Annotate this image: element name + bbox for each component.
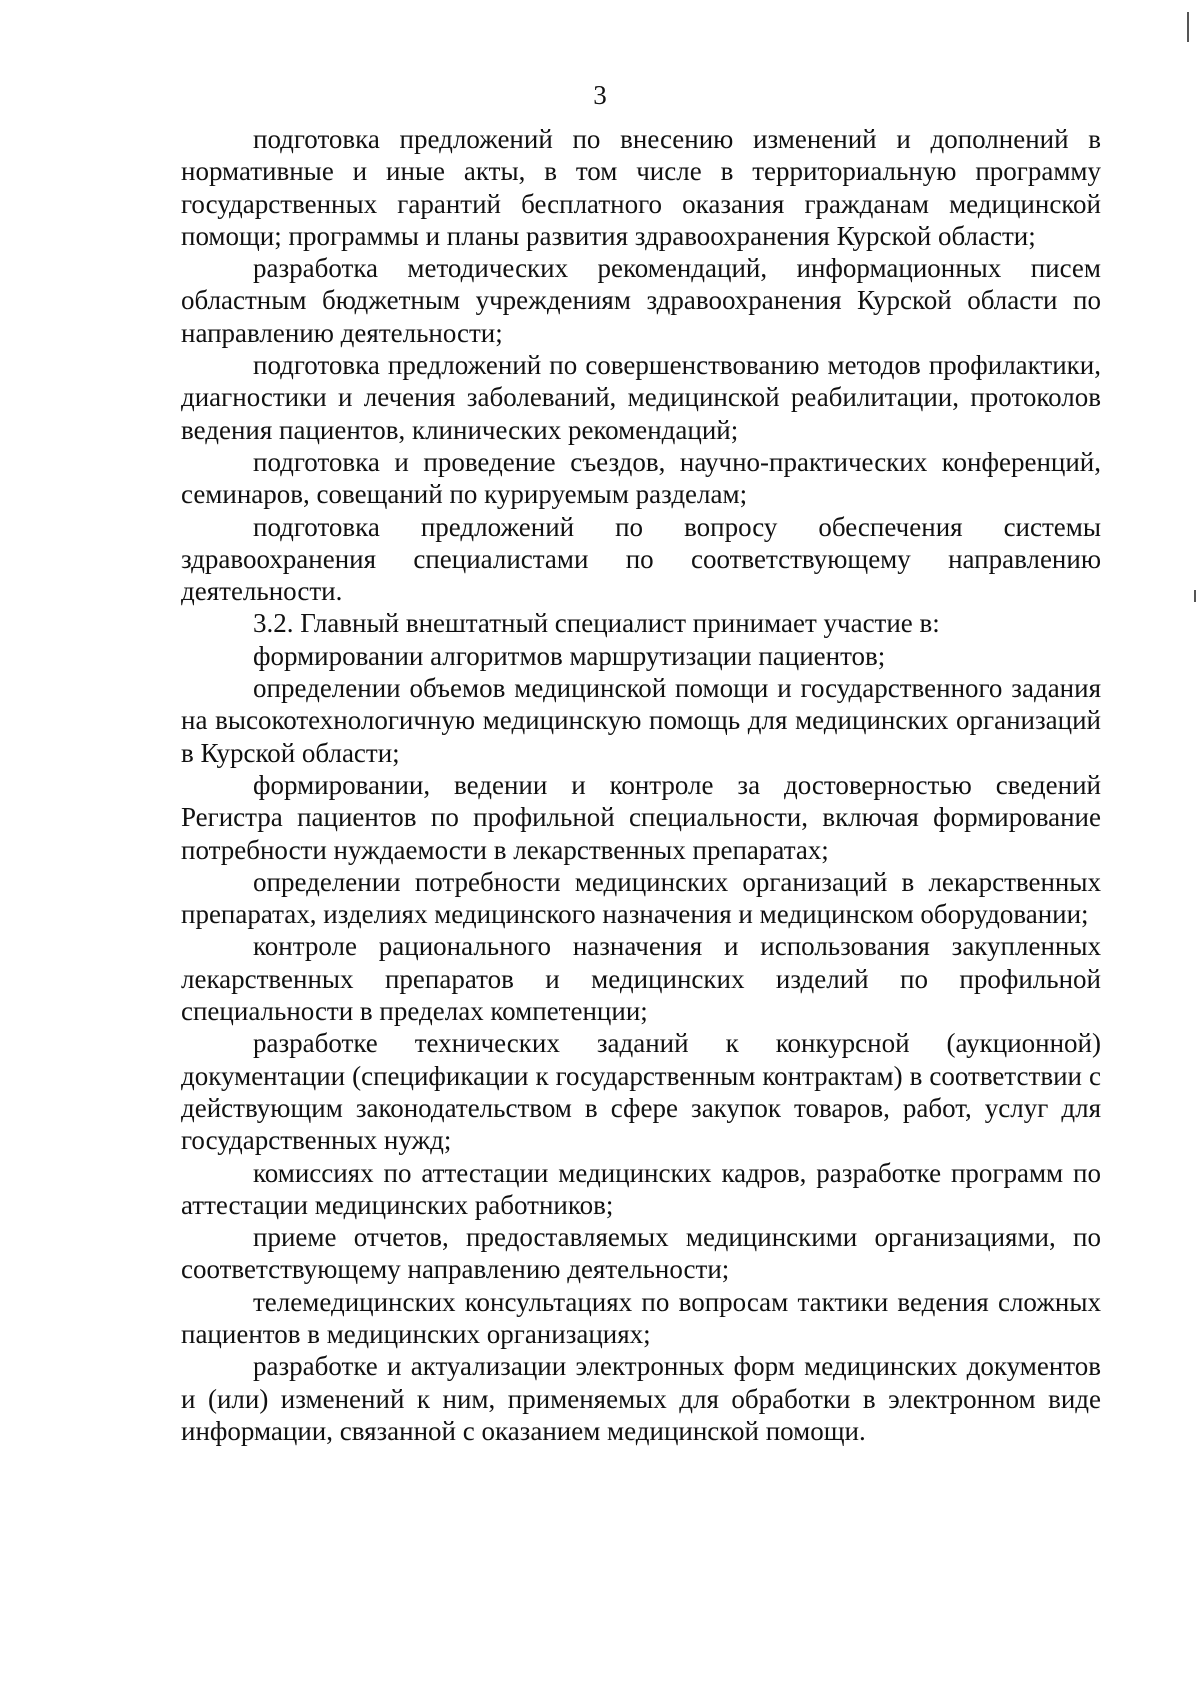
scan-artifact-top-right — [1187, 12, 1189, 42]
paragraph-congresses-conferences: подготовка и проведение съездов, научно-практических конференций, семинаров, совещаний по курируемым разделам; — [181, 446, 1101, 510]
paragraph-electronic-forms: разработке и актуализации электронных форм медицинских документов и (или) изменений к ним, применяемых для обработки в электронном виде информации, связанной с оказанием медицинской помощи. — [181, 1351, 1101, 1446]
paragraph-proposals-normative-acts: подготовка предложений по внесению изменений и дополнений в нормативные и иные акты, в том числе в территориальную программу государственных гарантий бесплатного оказания гражданам медицинской помощи; программы и планы развития здравоохранения Курской области; — [181, 124, 1101, 251]
paragraph-rational-use-control: контроле рационального назначения и использования закупленных лекарственных препаратов и медицинских изделий по профильной специальности в пределах компетенции; — [181, 931, 1101, 1027]
paragraph-technical-specifications: разработке технических заданий к конкурсной (аукционной) документации (спецификации к государственным контрактам) в соответствии с действующим законодательством в сфере закупок товаров, работ, услуг для государственных нужд; — [181, 1028, 1101, 1156]
document-body — [181, 123, 1101, 1447]
paragraph-care-volumes: определении объемов медицинской помощи и государственного задания на высокотехнологичную медицинскую помощь для медицинских организаций в Курской области; — [181, 673, 1101, 768]
paragraph-reports-acceptance: приеме отчетов, предоставляемых медицинскими организациями, по соответствующему направлению деятельности; — [181, 1222, 1101, 1285]
paragraph-prevention-methods: подготовка предложений по совершенствованию методов профилактики, диагностики и лечения заболеваний, медицинской реабилитации, протоколов ведения пациентов, клинических рекомендаций; — [181, 350, 1101, 445]
paragraph-patient-registry: формировании, ведении и контроле за достоверностью сведений Регистра пациентов по профильной специальности, включая формирование потребности нуждаемости в лекарственных препаратах; — [181, 769, 1101, 865]
paragraph-telemedicine: телемедицинских консультациях по вопросам тактики ведения сложных пациентов в медицинских организациях; — [181, 1286, 1101, 1349]
section-3-2-heading: 3.2. Главный внештатный специалист принимает участие в: — [253, 608, 940, 639]
scan-artifact-right-edge — [1194, 590, 1196, 602]
paragraph-drug-needs: определении потребности медицинских организаций в лекарственных препаратах, изделиях медицинского назначения и медицинском оборудовании; — [181, 866, 1101, 930]
paragraph-attestation-commissions: комиссиях по аттестации медицинских кадров, разработке программ по аттестации медицинских работников; — [181, 1157, 1101, 1220]
paragraph-methodical-recommendations: разработка методических рекомендаций, информационных писем областным бюджетным учреждениям здравоохранения Курской области по направлению деятельности; — [181, 253, 1101, 348]
page-number: 3 — [593, 80, 607, 110]
paragraph-specialists-provision: подготовка предложений по вопросу обеспечения системы здравоохранения специалистами по соответствующему направлению деятельности. — [181, 511, 1101, 607]
paragraph-routing-algorithms: формировании алгоритмов маршрутизации пациентов; — [253, 640, 886, 671]
